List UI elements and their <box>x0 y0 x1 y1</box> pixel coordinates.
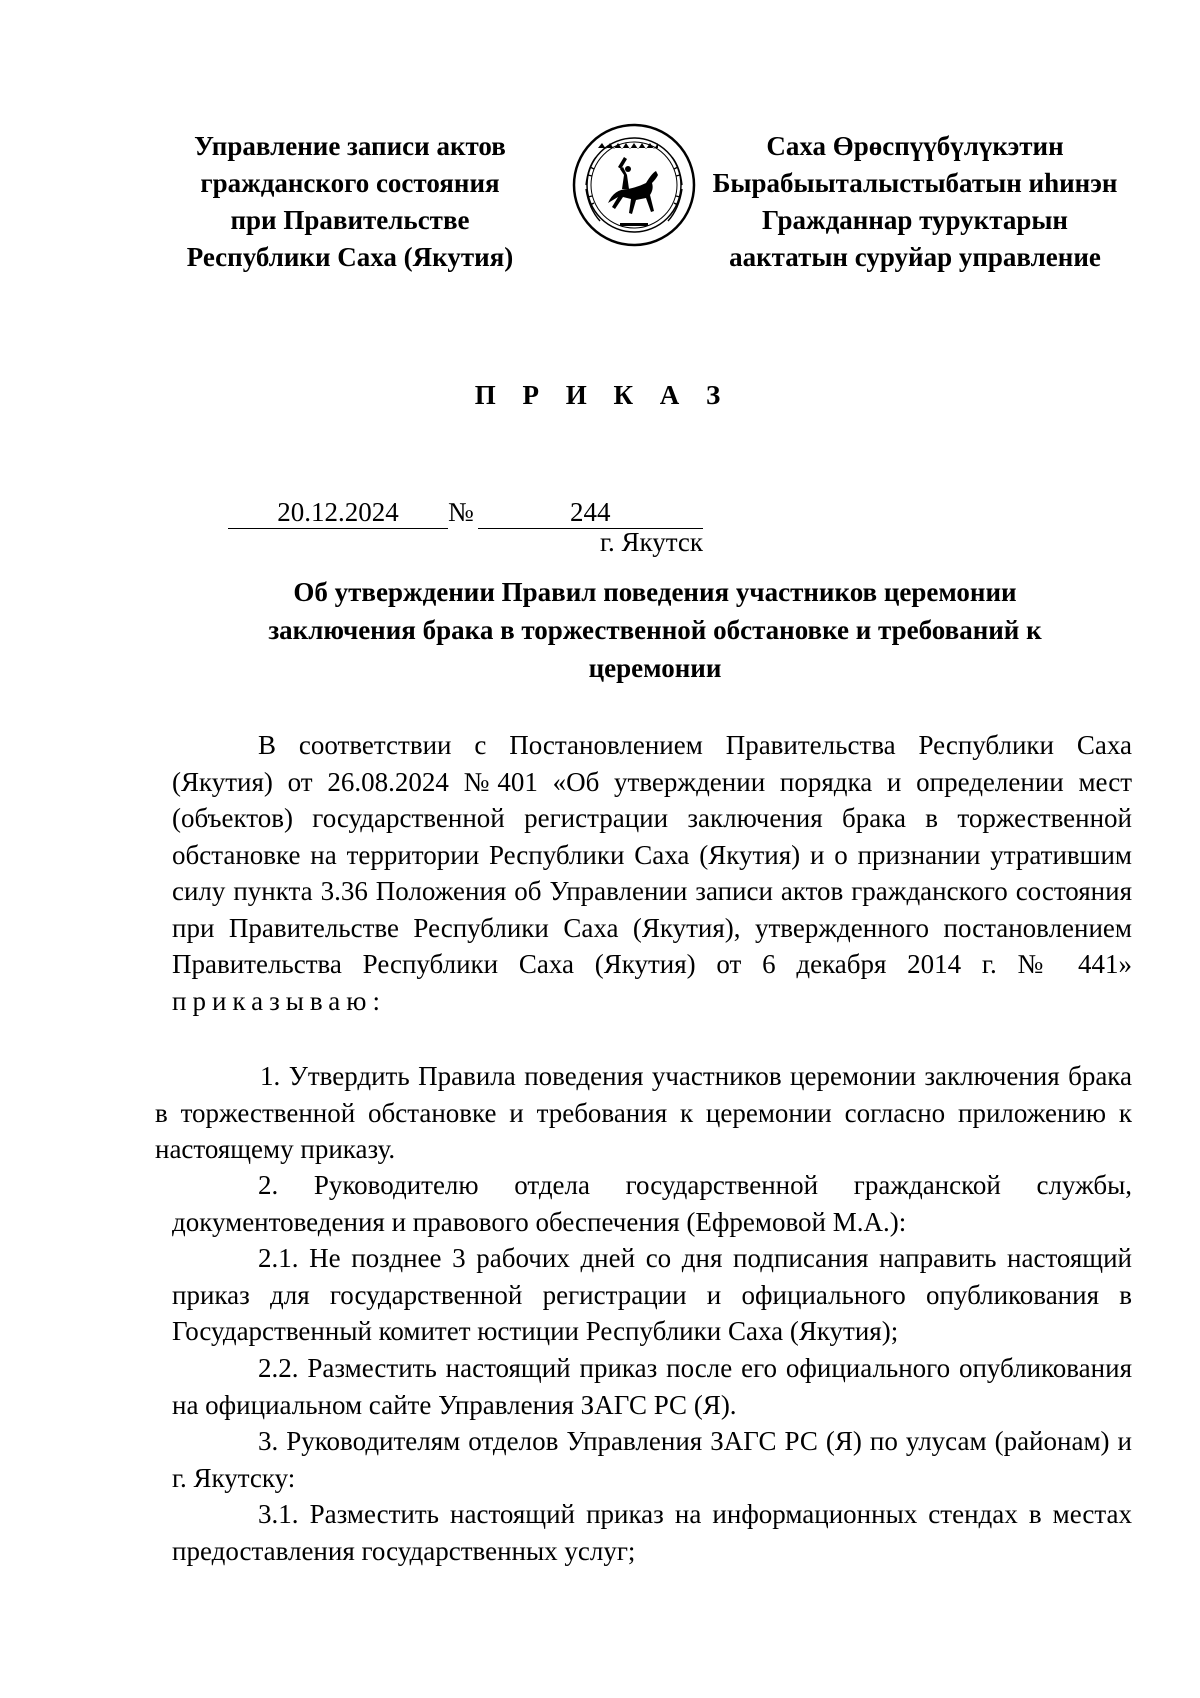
item-2-paragraph: 2. Руководителю отдела государственной гражданской службы, документоведения и правового обеспечения (Ефремовой М.А.): <box>172 1170 1132 1237</box>
document-title: П Р И К А З <box>474 380 731 410</box>
header-right-line: Бырабыыталыстыбатын иһинэн <box>712 168 1118 198</box>
order-number: 244 <box>478 496 703 529</box>
header-left-line: Республики Саха (Якутия) <box>186 242 514 272</box>
order-subject-line: церемонии <box>588 653 722 683</box>
header-right-org-name <box>690 128 1140 276</box>
item-2-2-paragraph: 2.2. Разместить настоящий приказ после его официального опубликования на официальном сайте Управления ЗАГС РС (Я). <box>172 1353 1132 1420</box>
item-3-1-paragraph: 3.1. Разместить настоящий приказ на информационных стендах в местах предоставления государственных услуг; <box>172 1499 1132 1566</box>
sakha-republic-emblem-icon <box>572 123 696 247</box>
header-left-org-name <box>160 128 540 276</box>
order-verb: приказываю: <box>172 985 386 1016</box>
order-subject <box>170 573 1140 687</box>
order-date: 20.12.2024 <box>228 496 448 529</box>
header-left-line: Управление записи актов <box>194 131 506 161</box>
order-subject-line: Об утверждении Правил поведения участников церемонии <box>293 577 1017 607</box>
item-1-paragraph: 1. Утвердить Правила поведения участников церемонии заключения брака в торжественной обстановке и требования к церемонии согласно приложению к настоящему приказу. <box>155 1061 1132 1164</box>
header-left-line: гражданского состояния <box>200 168 500 198</box>
header-left-line: при Правительстве <box>230 205 470 235</box>
header-right-line: аактатын суруйар управление <box>729 242 1101 272</box>
order-subject-line: заключения брака в торжественной обстановке и требований к <box>268 615 1042 645</box>
preamble-text: В соответствии с Постановлением Правительства Республики Саха (Якутия) от 26.08.2024 №401 «Об утверждении порядка и определении мест (объектов) государственной регистрации заключения брака в торжественной обстановке на территории Республики Саха (Якутия) и о признании утратившим силу пункта 3.36 Положения об Управлении записи актов гражданского состояния при Правительстве Республики Саха (Якутия), утвержденного постановлением Правительства Республики Саха (Якутия) от 6 декабря 2014 г. № 441» <box>172 730 1132 979</box>
item-2-1-paragraph: 2.1. Не позднее 3 рабочих дней со дня подписания направить настоящий приказ для государственной регистрации и официального опубликования в Государственный комитет юстиции Республики Саха (Якутия); <box>172 1243 1132 1346</box>
header-right-line: Саха Өрөспүүбүлүкэтин <box>766 131 1064 161</box>
order-city: г. Якутск <box>600 527 704 557</box>
header-right-line: Гражданнар туруктарын <box>762 205 1068 235</box>
item-3-paragraph: 3. Руководителям отделов Управления ЗАГС РС (Я) по улусам (районам) и г. Якутску: <box>172 1426 1132 1493</box>
order-number-sign: № <box>448 497 474 527</box>
preamble-paragraph <box>172 727 1132 1019</box>
